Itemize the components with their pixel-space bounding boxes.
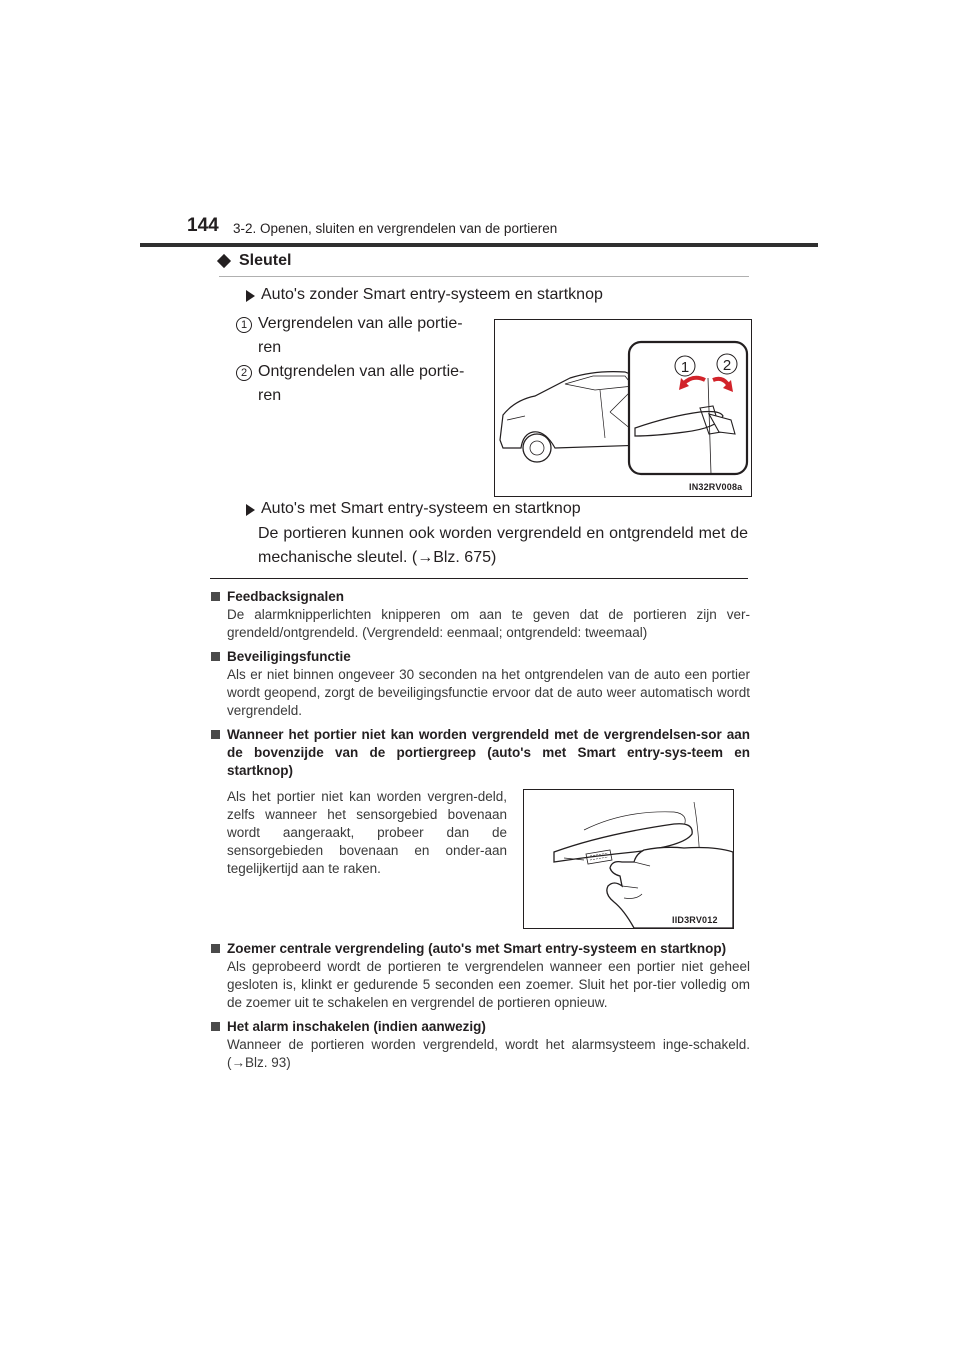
note-alarm-body: Wanneer de portieren worden vergrendeld, wordt het alarmsysteem inge-schakeld. (→Blz. 93) (227, 1037, 750, 1070)
note-security (210, 648, 750, 720)
step-1-number: 1 (236, 317, 252, 333)
note-buzzer-title: Zoemer centrale vergrendeling (auto's met Smart entry-systeem en startknop) (210, 940, 750, 958)
key-section-rule (219, 276, 749, 277)
page-number: 144 (187, 215, 219, 236)
bullet-with-smart: Auto's met Smart entry-systeem en startknop (261, 500, 581, 517)
section-title: 3-2. Openen, sluiten en vergrendelen van de portieren (233, 221, 558, 236)
note-security-title: Beveiligingsfunctie (210, 648, 750, 666)
triangle-bullet-icon (246, 504, 255, 516)
triangle-bullet-icon (246, 290, 255, 302)
note-feedback (210, 588, 750, 642)
hand-handle-drawing (524, 790, 733, 928)
note-feedback-body: De alarmknipperlichten knipperen om aan te geven dat de portieren zijn ver-grendeld/ontgrendeld. (Vergrendeld: eenmaal; ontgrendeld: tweemaal) (227, 607, 750, 640)
header-rule (140, 243, 818, 247)
bullet-without-smart: Auto's zonder Smart entry-systeem en startknop (261, 286, 603, 303)
note-security-body: Als er niet binnen ongeveer 30 seconden na het ontgrendelen van de auto een portier wordt geopend, zorgt de beveiligingsfunctie ervoor dat de auto weer automatisch wordt vergrendeld. (227, 667, 750, 718)
key-section-title: Sleutel (239, 252, 292, 269)
note-alarm-title: Het alarm inschakelen (indien aanwezig) (210, 1018, 750, 1036)
callout-1: 1 (680, 359, 690, 376)
car-key-drawing (495, 320, 751, 496)
note-buzzer-body: Als geprobeerd wordt de portieren te vergrendelen wanneer een portier niet geheel gesloten is, klinkt er gedurende 5 seconden een zoemer. Sluit het por-tier volledig om de zoemer uit te schakelen en vergrendel de portieren opnieuw. (227, 959, 750, 1010)
notes-list (210, 588, 750, 786)
key-lock-illustration (494, 319, 752, 497)
callout-2: 2 (722, 357, 732, 374)
step-1-text: Vergrendelen van alle portie-ren (258, 315, 463, 356)
mechanical-key-text: De portieren kunnen ook worden vergrendeld en ontgrendeld met de mechanische sleutel. (→Blz. 675) (258, 525, 748, 566)
figure-2-code: IID3RV012 (672, 915, 718, 925)
section-rule (210, 578, 748, 579)
note-buzzer (210, 940, 750, 1012)
note-sensor-body: Als het portier niet kan worden vergren-deld, zelfs wanneer het sensorgebied bovenaan wordt aangeraakt, probeer dan de sensorgebieden bovenaan en onder-aan tegelijkertijd aan te raken. (227, 789, 507, 876)
notes-list-lower (210, 940, 750, 1078)
diamond-bullet-icon (217, 254, 231, 268)
note-feedback-title: Feedbacksignalen (210, 588, 750, 606)
note-sensor (210, 726, 750, 780)
step-2-text: Ontgrendelen van alle portie-ren (258, 363, 465, 404)
step-2-number: 2 (236, 365, 252, 381)
figure-1-code: IN32RV008a (689, 482, 743, 492)
note-sensor-title: Wanneer het portier niet kan worden vergrendeld met de vergrendelsen-sor aan de bovenzijde van de portiergreep (auto's met Smart entry-sys-teem en startknop) (210, 726, 750, 780)
door-handle-illustration (523, 789, 734, 929)
note-alarm (210, 1018, 750, 1072)
